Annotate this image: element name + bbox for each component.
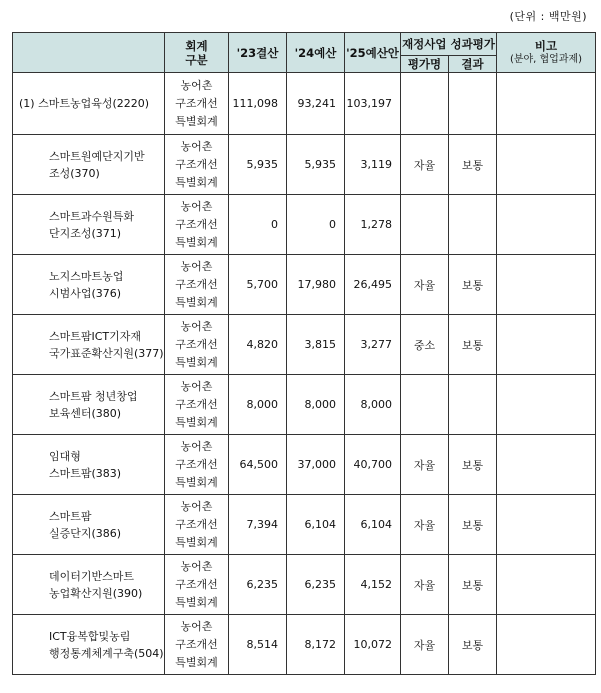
account-type-line: 구조개선 bbox=[175, 337, 218, 351]
table-row bbox=[13, 495, 596, 555]
y23-value: 5,700 bbox=[229, 255, 287, 315]
table-row bbox=[13, 615, 596, 675]
eval-result-cell: 보통 bbox=[449, 255, 497, 315]
header-eval-group: 재정사업 성과평가 bbox=[401, 33, 497, 56]
y24-value: 6,104 bbox=[287, 495, 345, 555]
y24-value: 0 bbox=[287, 195, 345, 255]
table-row bbox=[13, 315, 596, 375]
account-type-line: 농어촌 bbox=[180, 139, 213, 153]
y25-value: 3,277 bbox=[345, 315, 401, 375]
account-type-cell bbox=[165, 195, 229, 255]
account-type-line: 농어촌 bbox=[180, 199, 213, 213]
remarks-cell bbox=[497, 375, 596, 435]
y25-value: 6,104 bbox=[345, 495, 401, 555]
account-type-line: 농어촌 bbox=[180, 78, 213, 92]
header-eval-name: 평가명 bbox=[401, 56, 449, 73]
header-y24: '24예산 bbox=[287, 33, 345, 73]
y23-value: 7,394 bbox=[229, 495, 287, 555]
table-row bbox=[13, 375, 596, 435]
y24-value: 6,235 bbox=[287, 555, 345, 615]
table-row bbox=[13, 135, 596, 195]
unit-note: (단위 : 백만원) bbox=[509, 10, 587, 23]
account-type-line: 구조개선 bbox=[175, 277, 218, 291]
y23-value: 0 bbox=[229, 195, 287, 255]
account-type-line: 농어촌 bbox=[180, 619, 213, 633]
account-type-line: 특별회계 bbox=[175, 235, 218, 249]
header-y25: '25예산안 bbox=[345, 33, 401, 73]
program-name-line: 보육센터(380) bbox=[49, 406, 122, 420]
program-name-cell bbox=[13, 255, 165, 315]
account-type-line: 특별회계 bbox=[175, 114, 218, 128]
program-name-line: 행정통계체계구축(504) bbox=[49, 646, 164, 660]
account-type-cell bbox=[165, 135, 229, 195]
remarks-cell bbox=[497, 195, 596, 255]
eval-name-cell: 자율 bbox=[401, 135, 449, 195]
eval-name-cell bbox=[401, 73, 449, 135]
eval-result-cell bbox=[449, 73, 497, 135]
y23-value: 8,514 bbox=[229, 615, 287, 675]
account-type-line: 농어촌 bbox=[180, 439, 213, 453]
eval-result-cell: 보통 bbox=[449, 495, 497, 555]
account-type-line: 특별회계 bbox=[175, 355, 218, 369]
account-type-line: 구조개선 bbox=[175, 397, 218, 411]
program-name-line: 스마트팜 청년창업 bbox=[49, 389, 138, 403]
y24-value: 3,815 bbox=[287, 315, 345, 375]
y23-value: 64,500 bbox=[229, 435, 287, 495]
program-name-cell bbox=[13, 315, 165, 375]
header-blank bbox=[13, 33, 165, 73]
program-name-cell bbox=[13, 195, 165, 255]
remarks-cell bbox=[497, 555, 596, 615]
account-type-line: 구조개선 bbox=[175, 157, 218, 171]
y24-value: 5,935 bbox=[287, 135, 345, 195]
account-type-line: 특별회계 bbox=[175, 535, 218, 549]
account-type-line: 특별회계 bbox=[175, 415, 218, 429]
account-type-line: 구조개선 bbox=[175, 637, 218, 651]
eval-result-cell bbox=[449, 195, 497, 255]
y25-value: 8,000 bbox=[345, 375, 401, 435]
account-type-line: 농어촌 bbox=[180, 559, 213, 573]
program-name-line: 조성(370) bbox=[49, 166, 100, 180]
y25-value: 4,152 bbox=[345, 555, 401, 615]
program-name-line: 단지조성(371) bbox=[49, 226, 122, 240]
table-row bbox=[13, 435, 596, 495]
table-row bbox=[13, 555, 596, 615]
account-type-line: 특별회계 bbox=[175, 475, 218, 489]
y23-value: 4,820 bbox=[229, 315, 287, 375]
y25-value: 26,495 bbox=[345, 255, 401, 315]
program-name-cell bbox=[13, 435, 165, 495]
program-name-line: 스마트팜ICT기자재 bbox=[49, 329, 142, 343]
eval-result-cell: 보통 bbox=[449, 315, 497, 375]
remarks-cell bbox=[497, 495, 596, 555]
account-type-line: 농어촌 bbox=[180, 319, 213, 333]
y25-value: 40,700 bbox=[345, 435, 401, 495]
y25-value: 1,278 bbox=[345, 195, 401, 255]
program-name-cell bbox=[13, 555, 165, 615]
header-row bbox=[13, 33, 596, 56]
program-name-cell bbox=[13, 73, 165, 135]
program-name-cell bbox=[13, 495, 165, 555]
y25-value: 103,197 bbox=[345, 73, 401, 135]
account-type-line: 구조개선 bbox=[175, 577, 218, 591]
y23-value: 8,000 bbox=[229, 375, 287, 435]
account-type-line: 특별회계 bbox=[175, 175, 218, 189]
program-name-cell bbox=[13, 375, 165, 435]
account-type-cell bbox=[165, 73, 229, 135]
program-name-cell bbox=[13, 135, 165, 195]
y24-value: 8,000 bbox=[287, 375, 345, 435]
y24-value: 93,241 bbox=[287, 73, 345, 135]
table-row bbox=[13, 255, 596, 315]
eval-name-cell: 자율 bbox=[401, 555, 449, 615]
budget-table bbox=[12, 32, 596, 675]
y25-value: 10,072 bbox=[345, 615, 401, 675]
y24-value: 17,980 bbox=[287, 255, 345, 315]
y24-value: 8,172 bbox=[287, 615, 345, 675]
account-type-line: 특별회계 bbox=[175, 295, 218, 309]
program-name-line: 농업확산지원(390) bbox=[49, 586, 143, 600]
eval-name-cell bbox=[401, 375, 449, 435]
account-type-cell bbox=[165, 555, 229, 615]
program-name-line: 데이터기반스마트 bbox=[49, 569, 135, 583]
account-type-cell bbox=[165, 435, 229, 495]
account-type-line: 구조개선 bbox=[175, 517, 218, 531]
y23-value: 6,235 bbox=[229, 555, 287, 615]
eval-result-cell: 보통 bbox=[449, 135, 497, 195]
eval-name-cell: 자율 bbox=[401, 495, 449, 555]
account-type-line: 구조개선 bbox=[175, 217, 218, 231]
program-name-line: 스마트과수원특화 bbox=[49, 209, 135, 223]
account-type-line: 구조개선 bbox=[175, 457, 218, 471]
program-name-line: 스마트팜 bbox=[49, 509, 92, 523]
eval-result-cell: 보통 bbox=[449, 615, 497, 675]
account-type-line: 특별회계 bbox=[175, 655, 218, 669]
remarks-cell bbox=[497, 73, 596, 135]
program-name-line: ICT융복합및농림 bbox=[49, 629, 131, 643]
eval-name-cell: 중소 bbox=[401, 315, 449, 375]
eval-result-cell bbox=[449, 375, 497, 435]
program-name-line: 노지스마트농업 bbox=[49, 269, 124, 283]
account-type-line: 농어촌 bbox=[180, 379, 213, 393]
header-y23: '23결산 bbox=[229, 33, 287, 73]
remarks-cell bbox=[497, 435, 596, 495]
account-type-cell bbox=[165, 615, 229, 675]
header-eval-result: 결과 bbox=[449, 56, 497, 73]
program-name-line: 스마트팜(383) bbox=[49, 466, 122, 480]
eval-result-cell: 보통 bbox=[449, 435, 497, 495]
remarks-cell bbox=[497, 255, 596, 315]
table-row bbox=[13, 195, 596, 255]
account-type-cell bbox=[165, 315, 229, 375]
y23-value: 5,935 bbox=[229, 135, 287, 195]
program-name-line: 임대형 bbox=[49, 449, 81, 463]
eval-name-cell bbox=[401, 195, 449, 255]
y24-value: 37,000 bbox=[287, 435, 345, 495]
account-type-line: 특별회계 bbox=[175, 595, 218, 609]
eval-name-cell: 자율 bbox=[401, 255, 449, 315]
program-name-line: 스마트원예단지기반 bbox=[49, 149, 145, 163]
remarks-cell bbox=[497, 315, 596, 375]
y23-value: 111,098 bbox=[229, 73, 287, 135]
y25-value: 3,119 bbox=[345, 135, 401, 195]
account-type-line: 농어촌 bbox=[180, 259, 213, 273]
table-row bbox=[13, 73, 596, 135]
remarks-cell bbox=[497, 615, 596, 675]
program-name-line: 실증단지(386) bbox=[49, 526, 122, 540]
account-type-cell bbox=[165, 255, 229, 315]
program-name-line: 국가표준확산지원(377) bbox=[49, 346, 164, 360]
eval-name-cell: 자율 bbox=[401, 615, 449, 675]
account-type-cell bbox=[165, 495, 229, 555]
program-name-line: 시범사업(376) bbox=[49, 286, 122, 300]
eval-result-cell: 보통 bbox=[449, 555, 497, 615]
eval-name-cell: 자율 bbox=[401, 435, 449, 495]
account-type-cell bbox=[165, 375, 229, 435]
account-type-line: 농어촌 bbox=[180, 499, 213, 513]
header-remarks: 비고 (분야, 협업과제) bbox=[497, 33, 596, 73]
program-name-cell bbox=[13, 615, 165, 675]
account-type-line: 구조개선 bbox=[175, 96, 218, 110]
program-name-line: (1) 스마트농업육성(2220) bbox=[19, 97, 150, 110]
remarks-cell bbox=[497, 135, 596, 195]
header-account-type: 회계 구분 bbox=[165, 33, 229, 73]
